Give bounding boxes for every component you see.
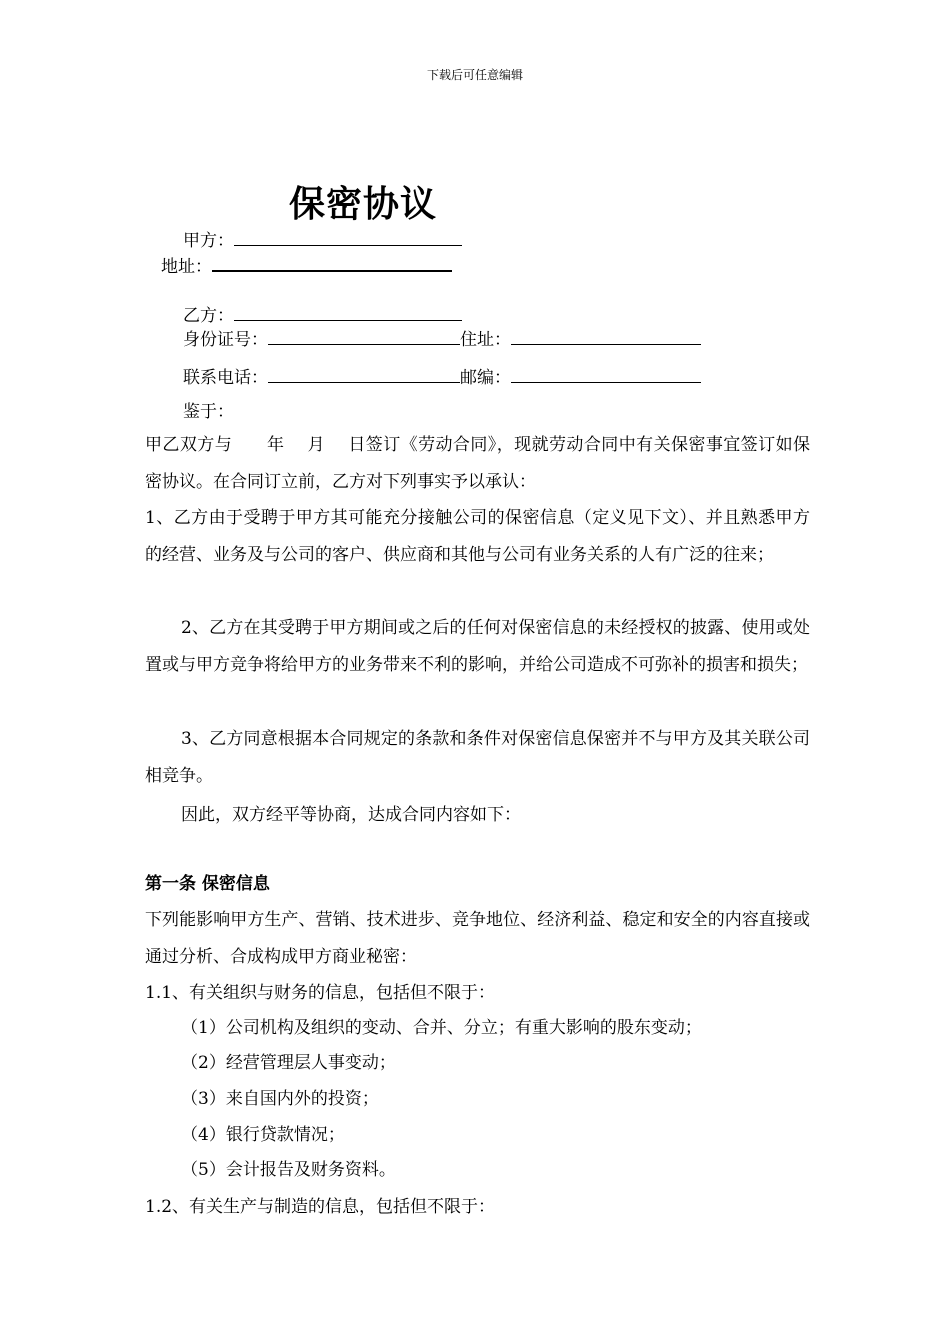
party-a-row (183, 228, 462, 251)
party-b-postcode-blank (511, 365, 701, 383)
party-b-label: 乙方： (183, 306, 234, 326)
point-2-paragraph: 2、乙方在其受聘于甲方期间或之后的任何对保密信息的未经授权的披露、使用或处置或与甲方竞争将给甲方的业务带来不利的影响，并给公司造成不可弥补的损害和损失； (145, 618, 810, 675)
point-3-paragraph: 3、乙方同意根据本合同规定的条款和条件对保密信息保密并不与甲方及其关联公司相竞争。 (145, 729, 810, 786)
intro-paragraph: 甲乙双方与 年 月 日签订《劳动合同》，现就劳动合同中有关保密事宜签订如保密协议。在合同订立前，乙方对下列事实予以承认： (145, 435, 810, 492)
article-1-heading: 第一条 保密信息 (145, 874, 270, 894)
party-b-id-blank (268, 327, 460, 345)
list-item: （3）来自国内外的投资； (181, 1089, 379, 1109)
party-a-address-label: 地址： (161, 257, 212, 277)
party-b-phone-blank (268, 365, 460, 383)
party-a-address-row (161, 253, 452, 277)
list-item: （1）公司机构及组织的变动、合并、分立；有重大影响的股东变动； (181, 1018, 702, 1038)
article-1-body: 下列能影响甲方生产、营销、技术进步、竞争地位、经济利益、稳定和安全的内容直接或通过分析、合成构成甲方商业秘密： (145, 910, 810, 967)
section-1-2: 1.2、有关生产与制造的信息，包括但不限于： (145, 1197, 496, 1217)
party-b-postcode-label: 邮编： (460, 368, 511, 388)
conclusion-paragraph: 因此，双方经平等协商，达成合同内容如下： (181, 805, 521, 825)
party-a-blank (234, 228, 462, 246)
document-title: 保密协议 (289, 183, 438, 225)
list-item: （4）银行贷款情况； (181, 1125, 345, 1145)
list-item: （5）会计报告及财务资料。 (181, 1160, 396, 1180)
party-b-phone-row (183, 365, 701, 388)
party-b-phone-label: 联系电话： (183, 368, 268, 388)
header-note: 下载后可任意编辑 (426, 68, 523, 82)
party-b-blank (234, 303, 462, 321)
party-b-residence-label: 住址： (460, 330, 511, 350)
party-b-residence-blank (511, 327, 701, 345)
list-item: （2）经营管理层人事变动； (181, 1053, 396, 1073)
party-b-id-label: 身份证号： (183, 330, 268, 350)
party-a-address-blank (212, 253, 452, 272)
party-a-label: 甲方： (183, 231, 234, 251)
party-b-row (183, 303, 462, 326)
point-1-paragraph: 1、乙方由于受聘于甲方其可能充分接触公司的保密信息（定义见下文）、并且熟悉甲方的经营、业务及与公司的客户、供应商和其他与公司有业务关系的人有广泛的往来； (145, 508, 810, 565)
section-1-1: 1.1、有关组织与财务的信息，包括但不限于： (145, 983, 496, 1003)
whereas-label: 鉴于： (183, 402, 234, 422)
party-b-id-row (183, 327, 701, 350)
